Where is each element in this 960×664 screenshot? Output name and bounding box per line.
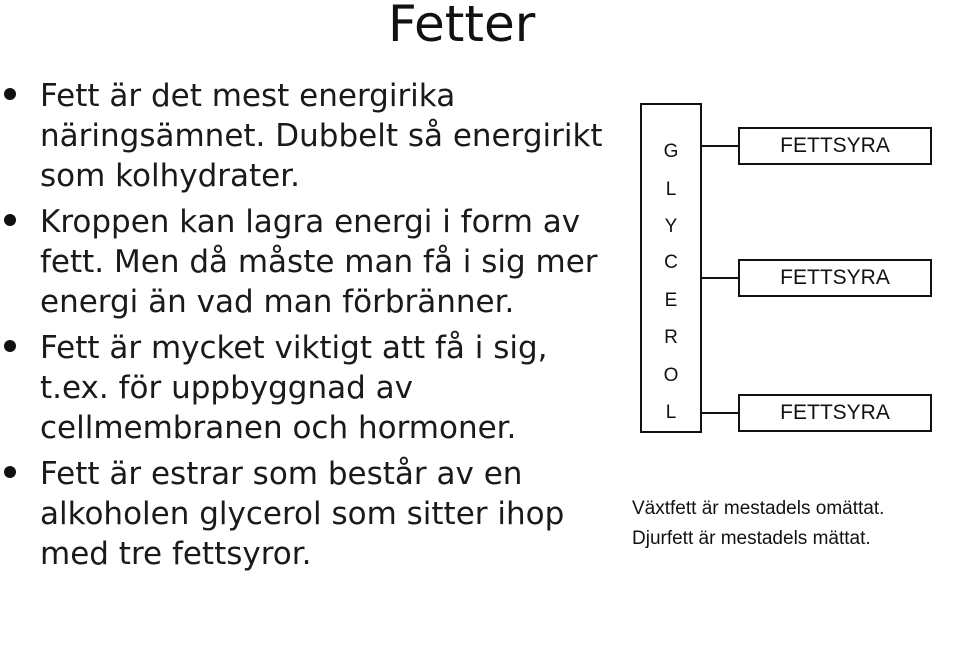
fatty-acid-box: FETTSYRA (738, 127, 932, 165)
bullet-text: Fett är mycket viktigt att få i sig, t.ex. för uppbyggnad av cellmembranen och hormoner. (40, 330, 548, 446)
glycerol-box (640, 103, 702, 433)
slide-title: Fetter (388, 0, 536, 53)
note-plant-fat: Växtfett är mestadels omättat. (632, 498, 885, 519)
bullet-dot-icon (4, 466, 16, 478)
glycerol-letter: C (664, 252, 678, 273)
glycerol-letter: G (663, 141, 679, 162)
bullet-text: Fett är det mest energirika näringsämnet. Dubbelt så energirikt som kolhydrater. (40, 78, 603, 194)
bullet-dot-icon (4, 88, 16, 100)
glycerol-letter: L (665, 179, 677, 200)
glycerol-letter: R (664, 327, 678, 348)
bond-line (702, 412, 738, 414)
bullet-item (0, 76, 612, 196)
fat-notes (632, 494, 958, 554)
fatty-acid-box: FETTSYRA (738, 259, 932, 297)
bullet-text: Kroppen kan lagra energi i form av fett. Men då måste man få i sig mer energi än vad man förbränner. (40, 204, 598, 320)
bond-line (702, 277, 738, 279)
glycerol-letter: L (665, 402, 677, 423)
bullet-list (0, 76, 612, 580)
bullet-item (0, 454, 612, 574)
glycerol-letter: O (663, 365, 679, 386)
bullet-dot-icon (4, 340, 16, 352)
bullet-dot-icon (4, 214, 16, 226)
bullet-text: Fett är estrar som består av en alkoholen glycerol som sitter ihop med tre fettsyror. (40, 456, 565, 572)
bond-line (702, 145, 738, 147)
note-animal-fat: Djurfett är mestadels mättat. (632, 528, 871, 549)
bullet-item (0, 328, 612, 448)
triglyceride-diagram (640, 103, 940, 443)
fatty-acid-box: FETTSYRA (738, 394, 932, 432)
glycerol-letter: E (664, 290, 678, 311)
bullet-item (0, 202, 612, 322)
glycerol-letter: Y (664, 216, 678, 237)
